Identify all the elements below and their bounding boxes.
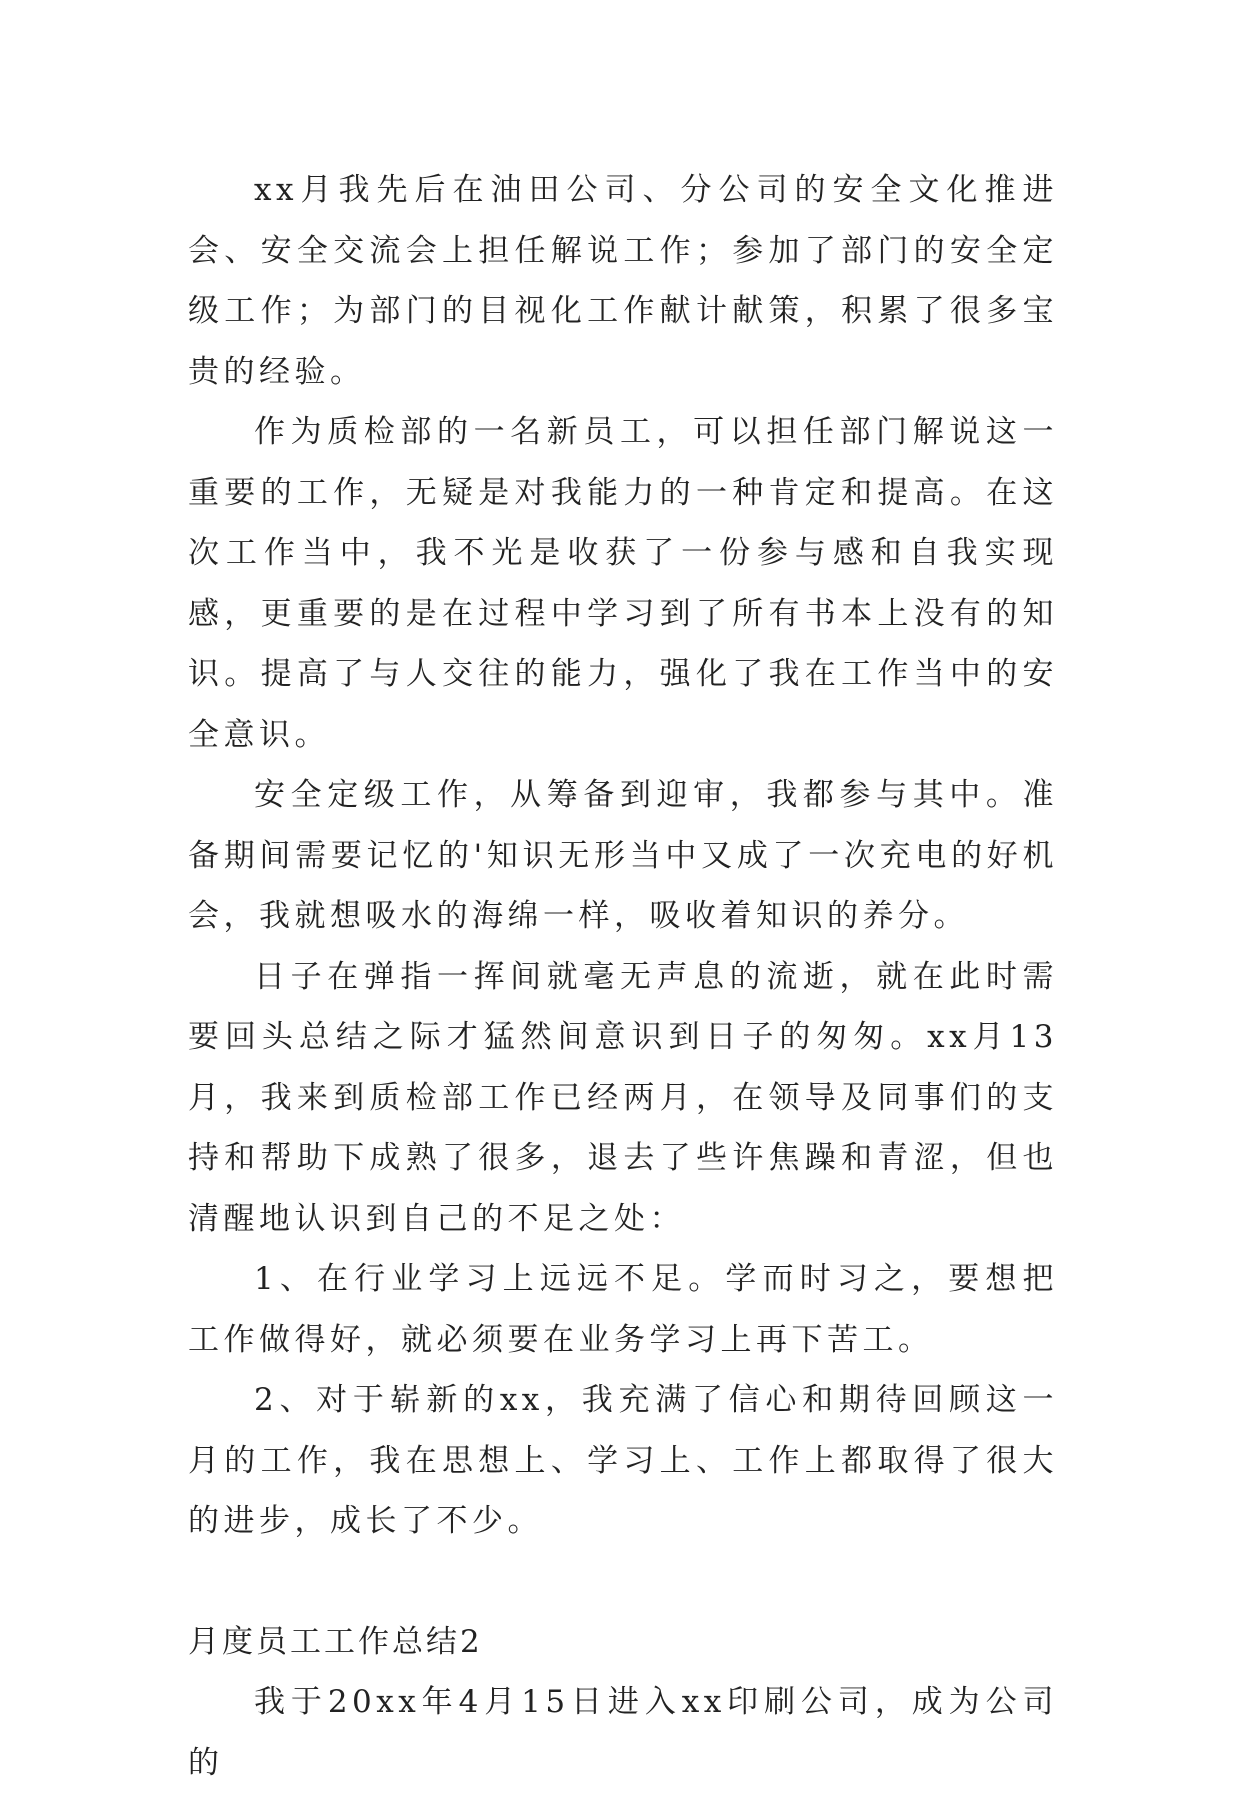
paragraph-new-employee: 作为质检部的一名新员工，可以担任部门解说这一重要的工作，无疑是对我能力的一种肯定和提高。在这次工作当中，我不光是收获了一份参与感和自我实现感，更重要的是在过程中学习到了所有书本上没有的知识。提高了与人交往的能力，强化了我在工作当中的安全意识。 — [188, 414, 1058, 753]
paragraph-point-1: 1、在行业学习上远远不足。学而时习之，要想把工作做得好，就必须要在业务学习上再下苦工。 — [188, 1261, 1058, 1358]
paragraph-safety-grading: 安全定级工作，从筹备到迎审，我都参与其中。准备期间需要记忆的'知识无形当中又成了一次充电的好机会，我就想吸水的海绵一样，吸收着知识的养分。 — [188, 777, 1058, 934]
section-spacer — [188, 1552, 1058, 1612]
paragraph-intro: 我于20xx年4月15日进入xx印刷公司，成为公司的 — [188, 1684, 1058, 1781]
paragraph-safety-culture: xx月我先后在油田公司、分公司的安全文化推进会、安全交流会上担任解说工作；参加了部门的安全定级工作；为部门的目视化工作献计献策，积累了很多宝贵的经验。 — [188, 172, 1058, 390]
paragraph-point-2: 2、对于崭新的xx，我充满了信心和期待回顾这一月的工作，我在思想上、学习上、工作上都取得了很大的进步，成长了不少。 — [188, 1382, 1058, 1539]
section-heading: 月度员工工作总结2 — [188, 1623, 483, 1660]
document-body — [188, 160, 1058, 1793]
paragraph-time-passing: 日子在弹指一挥间就毫无声息的流逝，就在此时需要回头总结之际才猛然间意识到日子的匆匆。xx月13月，我来到质检部工作已经两月，在领导及同事们的支持和帮助下成熟了很多，退去了些许焦躁和青涩，但也清醒地认识到自己的不足之处： — [188, 958, 1058, 1237]
